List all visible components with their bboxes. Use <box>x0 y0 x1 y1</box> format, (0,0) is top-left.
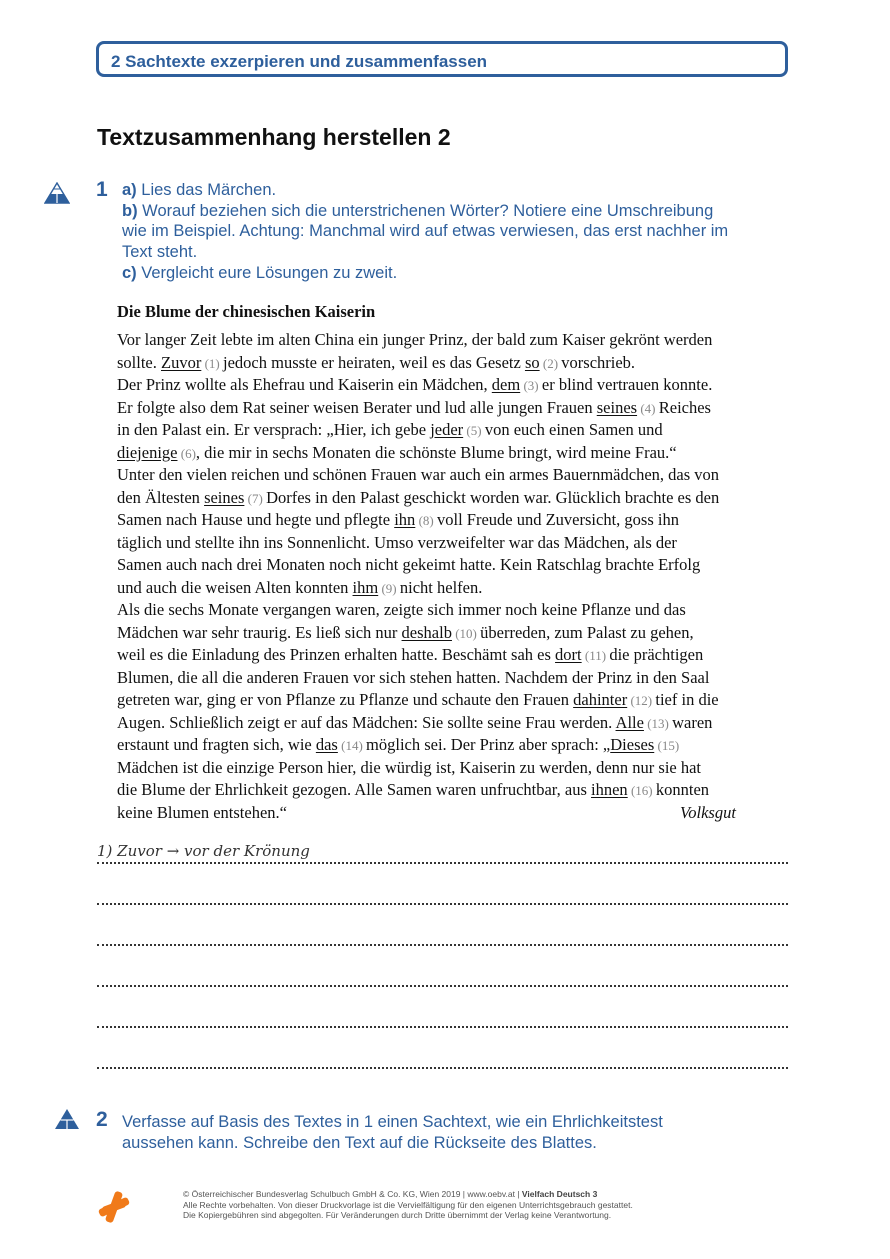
story-text-segment: voll Freude und Zuversicht, goss ihn <box>436 510 679 529</box>
underlined-reference-word: ihn <box>394 510 416 529</box>
task-2-number: 2 <box>96 1108 108 1131</box>
story-text-segment: nicht helfen. <box>399 577 483 597</box>
task-1c-text: Vergleicht eure Lösungen zu zweit. <box>141 263 398 282</box>
story-text-segment: Er folgte also dem Rat seiner weisen Berater und lud alle jungen Frauen <box>117 397 597 417</box>
story-text-segment: keine Blumen entstehen.“ <box>117 802 287 822</box>
reference-number: (12) <box>627 693 656 708</box>
story-text-segment: jedoch musste er heiraten, weil es das Gesetz <box>223 352 525 372</box>
task-1-instructions <box>122 180 728 284</box>
story-text-segment: konnten <box>655 780 710 799</box>
story-text-segment: Mädchen war sehr traurig. Es ließ sich nur <box>117 622 402 642</box>
reference-number: (1) <box>201 355 223 371</box>
story-line <box>117 689 797 712</box>
reference-number: (16) <box>627 783 656 798</box>
reference-number: (5) <box>463 423 485 438</box>
story-line <box>117 442 797 465</box>
underlined-reference-word: das <box>315 735 338 754</box>
story-line <box>117 757 797 780</box>
reference-number: (2) <box>539 355 562 371</box>
story-text-segment: täglich und stellte ihn ins Sonnenlicht. Umso verzweifelter war das Mädchen, als der <box>117 532 677 552</box>
story-line <box>117 509 797 532</box>
task-2-instructions <box>122 1112 663 1153</box>
underlined-reference-word: dem <box>491 375 521 394</box>
answer-line[interactable] <box>97 922 788 946</box>
task-1b-text: Worauf beziehen sich die unterstrichenen Wörter? Notiere eine Umschreibung <box>142 201 714 220</box>
task-1c-label: c) <box>122 263 137 282</box>
story-text-segment: sollte. <box>117 352 161 372</box>
section-title: 2 Sachtexte exzerpieren und zusammenfassen <box>111 52 488 71</box>
story-text-segment: überreden, zum Palast zu gehen, <box>480 622 694 642</box>
footer-book-title: Vielfach Deutsch 3 <box>521 1189 598 1199</box>
story-line <box>117 554 797 577</box>
story-line <box>117 667 797 690</box>
task-1a-text: Lies das Märchen. <box>141 181 277 199</box>
reference-number: (8) <box>415 513 437 528</box>
story-line <box>117 532 797 555</box>
underlined-reference-word: deshalb <box>401 622 452 642</box>
story-text-segment: erstaunt und fragten sich, wie <box>117 735 316 754</box>
story-text-segment: die Blume der Ehrlichkeit gezogen. Alle Samen waren unfruchtbar, aus <box>117 780 592 799</box>
story-author: Volksgut <box>680 802 736 822</box>
story-text-segment: die prächtigen <box>609 645 704 664</box>
footer-rights: Alle Rechte vorbehalten. Von dieser Druckvorlage ist die Vervielfältigung für den eigenen Unterrichtsgebrauch gestattet. <box>183 1199 633 1210</box>
story-title: Die Blume der chinesischen Kaiserin <box>117 302 376 321</box>
task-1b-label: b) <box>122 201 138 220</box>
underlined-reference-word: ihnen <box>591 780 628 799</box>
story-text-segment: Reiches <box>658 397 711 417</box>
story-text-segment: getreten war, ging er von Pflanze zu Pflanze und schaute den Frauen <box>117 690 574 709</box>
story-line <box>117 419 797 442</box>
task-1b-text-3: Text steht. <box>122 243 198 262</box>
underlined-reference-word: Zuvor <box>161 352 202 372</box>
story-text-segment: und auch die weisen Alten konnten <box>117 577 353 597</box>
reference-number: (6) <box>177 445 196 461</box>
reference-number: (14) <box>337 738 367 753</box>
story-text-segment: Augen. Schließlich zeigt er auf das Mädchen: Sie sollte seine Frau werden. <box>117 712 616 732</box>
underlined-reference-word: Alle <box>615 712 644 732</box>
underlined-reference-word: seines <box>596 397 638 417</box>
story-line <box>117 712 797 735</box>
story-text-segment: Mädchen ist die einzige Person hier, die würdig ist, Kaiserin zu werden, denn nur sie hat <box>117 757 702 777</box>
task-1b-text-2: wie im Beispiel. Achtung: Manchmal wird auf etwas verwiesen, das erst nachher im <box>122 222 729 241</box>
answer-line[interactable] <box>97 840 788 864</box>
publisher-logo-icon <box>96 1189 132 1225</box>
story-line <box>117 802 797 825</box>
reference-number: (4) <box>637 400 659 416</box>
underlined-reference-word: diejenige <box>117 442 178 462</box>
story-text-segment: waren <box>672 712 713 732</box>
story-text-segment: Unter den vielen reichen und schönen Frauen war auch ein armes Bauernmädchen, das von <box>117 465 720 484</box>
page-title: Textzusammenhang herstellen 2 <box>97 124 451 150</box>
story-text-segment: , die mir in sechs Monaten die schönste Blume bringt, wird meine Frau.“ <box>195 442 677 462</box>
footer <box>183 1189 633 1221</box>
footer-copyright: © Österreichischer Bundesverlag Schulbuch GmbH & Co. KG, Wien 2019 | www.oebv.at | <box>183 1189 522 1199</box>
reference-number: (11) <box>581 648 610 663</box>
story-line <box>117 734 797 757</box>
story-text <box>117 329 797 824</box>
answer-line[interactable] <box>97 1045 788 1069</box>
reference-number: (3) <box>520 378 542 393</box>
underlined-reference-word: dahinter <box>573 690 628 709</box>
answer-line[interactable] <box>97 1004 788 1028</box>
story-text-segment: von euch einen Samen und <box>484 420 663 439</box>
task-1-number: 1 <box>96 178 108 201</box>
story-text-segment: Samen auch nach drei Monaten noch nicht gekeimt hatte. Kein Ratschlag brachte Erfolg <box>117 555 701 574</box>
story-text-segment: vorschrieb. <box>561 352 636 372</box>
answer-line[interactable] <box>97 881 788 905</box>
story-line <box>117 779 797 802</box>
underlined-reference-word: Dieses <box>610 735 655 754</box>
story-line <box>117 622 797 645</box>
answer-line[interactable] <box>97 963 788 987</box>
reference-number: (7) <box>244 490 267 506</box>
reference-number: (10) <box>451 625 481 641</box>
reference-number: (15) <box>654 738 680 753</box>
story-line <box>117 487 797 510</box>
story-text-segment: Samen nach Hause und hegte und pflegte <box>117 510 395 529</box>
story-text-segment: er blind vertrauen konnte. <box>541 375 713 394</box>
task-2-text-1: Verfasse auf Basis des Textes in 1 einen Sachtext, wie ein Ehrlichkeitstest <box>122 1113 663 1131</box>
story-text-segment: Blumen, die all die anderen Frauen vor sich stehen hatten. Nachdem der Prinz in den Saal <box>117 667 710 687</box>
reference-number: (13) <box>643 715 673 731</box>
story-text-segment: tief in die <box>655 690 719 709</box>
underlined-reference-word: ihm <box>352 577 379 597</box>
story-line <box>117 577 797 600</box>
story-text-segment: Dorfes in den Palast geschickt worden war. Glücklich brachte es den <box>266 487 720 507</box>
level-pyramid-icon <box>44 182 70 204</box>
story-line <box>117 329 797 352</box>
underlined-reference-word: jeder <box>430 420 464 439</box>
story-text-segment: Der Prinz wollte als Ehefrau und Kaiserin ein Mädchen, <box>117 375 492 394</box>
story-line <box>117 464 797 487</box>
underlined-reference-word: so <box>524 352 540 372</box>
story-text-segment: in den Palast ein. Er versprach: „Hier, ich gebe <box>117 420 431 439</box>
story-line <box>117 599 797 622</box>
footer-disclaimer: Die Kopiergebühren sind abgegolten. Für Veränderungen durch Dritte übernimmt der Verlag keine Verantwortung. <box>183 1210 612 1220</box>
story-line <box>117 397 797 420</box>
story-text-segment: möglich sei. Der Prinz aber sprach: „ <box>366 735 611 754</box>
underlined-reference-word: dort <box>555 645 582 664</box>
story-text-segment: Als die sechs Monate vergangen waren, zeigte sich immer noch keine Pflanze und das <box>117 600 686 619</box>
section-header <box>96 41 788 77</box>
story-text-segment: weil es die Einladung des Prinzen erhalten hatte. Beschämt sah es <box>117 645 556 664</box>
handwritten-example: 1) Zuvor → vor der Krönung <box>97 842 310 860</box>
level-pyramid-icon <box>54 1108 80 1130</box>
task-1a-label: a) <box>122 181 137 199</box>
story-text-segment: den Ältesten <box>117 487 205 507</box>
underlined-reference-word: seines <box>204 487 245 507</box>
story-line <box>117 352 797 375</box>
story-line <box>117 374 797 397</box>
reference-number: (9) <box>378 580 400 596</box>
story-text-segment: Vor langer Zeit lebte im alten China ein junger Prinz, der bald zum Kaiser gekrönt werden <box>117 330 713 349</box>
story-line <box>117 644 797 667</box>
task-2-text-2: aussehen kann. Schreibe den Text auf die Rückseite des Blattes. <box>122 1133 597 1152</box>
